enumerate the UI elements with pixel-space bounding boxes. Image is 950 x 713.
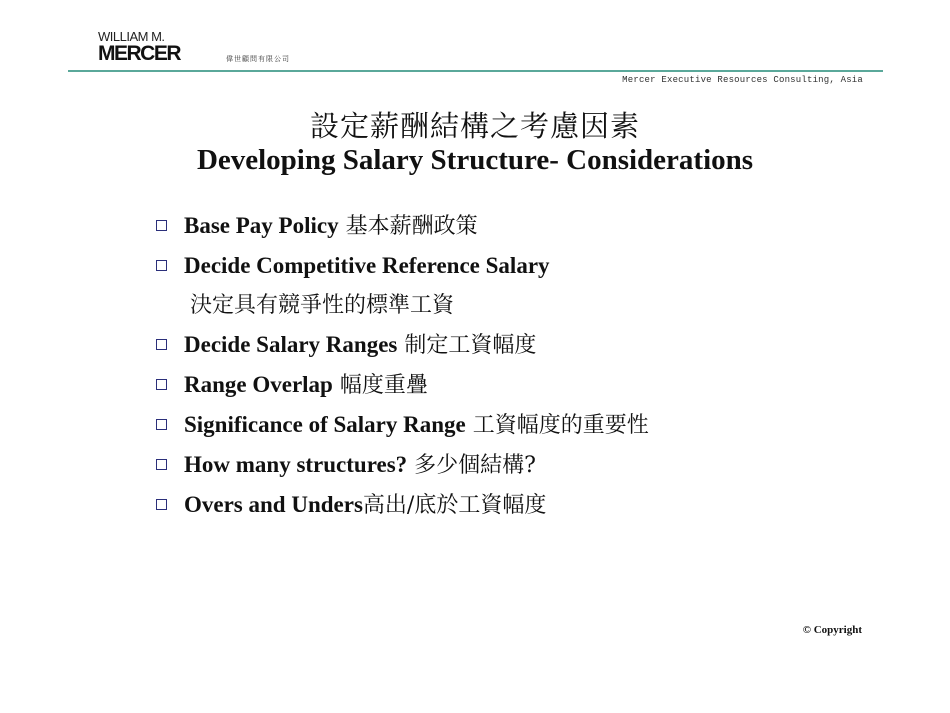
item-english: How many structures?: [184, 452, 408, 477]
page-title-chinese: 設定薪酬結構之考慮因素: [309, 109, 640, 143]
list-item: [152, 365, 649, 405]
logo-main-text: MERCER: [98, 42, 181, 65]
list-item: [152, 405, 649, 445]
mercer-logo: [98, 30, 180, 64]
logo-top-text: WILLIAM M.: [98, 29, 165, 44]
header-subheading: Mercer Executive Resources Consulting, Asia: [622, 75, 863, 85]
item-chinese: 工資幅度的重要性: [465, 413, 649, 438]
logo-chinese-name: 偉世顧問有限公司: [226, 55, 290, 63]
checkbox-bullet-icon: [156, 459, 167, 470]
item-english: Decide Competitive Reference Salary: [184, 253, 550, 278]
item-chinese: 幅度重疊: [332, 373, 428, 398]
checkbox-bullet-icon: [156, 379, 167, 390]
checkbox-bullet-icon: [156, 499, 167, 510]
checkbox-bullet-icon: [156, 339, 167, 350]
considerations-list: [152, 206, 649, 525]
list-item: [152, 206, 649, 246]
list-item-continuation: 決定具有競爭性的標準工資: [190, 293, 455, 318]
list-item: [152, 246, 649, 286]
list-item: [152, 445, 649, 485]
item-english: Significance of Salary Range: [184, 412, 466, 437]
checkbox-bullet-icon: [156, 419, 167, 430]
item-chinese: 基本薪酬政策: [338, 214, 478, 239]
header-divider: [68, 70, 883, 72]
item-chinese: 制定工資幅度: [397, 333, 537, 358]
checkbox-bullet-icon: [156, 260, 167, 271]
item-english: Base Pay Policy: [184, 213, 339, 238]
item-chinese: 多少個結構?: [407, 453, 536, 478]
item-english: Range Overlap: [184, 372, 333, 397]
checkbox-bullet-icon: [156, 220, 167, 231]
page-title-english: Developing Salary Structure- Considerations: [196, 144, 754, 176]
item-english: Decide Salary Ranges: [184, 332, 398, 357]
list-item: [152, 325, 649, 365]
list-item: [152, 485, 649, 525]
item-chinese: 高出/底於工資幅度: [362, 493, 547, 518]
copyright-notice: © Copyright: [802, 624, 862, 636]
item-english: Overs and Unders: [184, 492, 363, 517]
